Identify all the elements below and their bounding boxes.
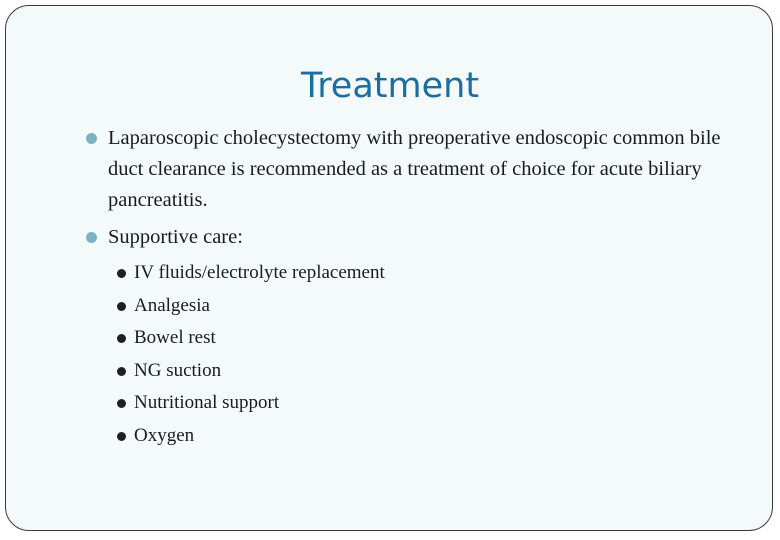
sub-bullet-text: IV fluids/electrolyte replacement: [134, 262, 385, 283]
sub-bullet-item: [86, 387, 726, 420]
bullet-dot-icon: [86, 133, 97, 144]
bullet-text: Supportive care:: [108, 226, 243, 248]
sub-bullet-list: [86, 257, 726, 452]
sub-bullet-dot-icon: [117, 399, 126, 408]
sub-bullet-item: [86, 322, 726, 355]
sub-bullet-text: Analgesia: [134, 294, 210, 316]
bullet-dot-icon: [86, 232, 97, 243]
sub-bullet-dot-icon: [117, 302, 126, 311]
sub-bullet-item: [86, 355, 726, 388]
sub-bullet-text: Bowel rest: [134, 327, 216, 348]
slide: [5, 5, 773, 531]
sub-bullet-dot-icon: [117, 269, 126, 278]
bullet-item: [86, 123, 726, 216]
bullet-text: Laparoscopic cholecystectomy with preoperative endoscopic common bile duct clearance is recommended as a treatment of choice for acute biliary pancreatitis.: [108, 127, 721, 211]
sub-bullet-text: Oxygen: [134, 424, 195, 446]
sub-bullet-item: [86, 257, 726, 290]
slide-title: Treatment: [300, 66, 480, 106]
bullet-item: [86, 222, 726, 253]
sub-bullet-text: Nutritional support: [134, 392, 280, 413]
sub-bullet-item: [86, 290, 726, 323]
sub-bullet-dot-icon: [117, 367, 126, 376]
slide-content: [86, 123, 726, 452]
sub-bullet-dot-icon: [117, 432, 126, 441]
sub-bullet-dot-icon: [117, 334, 126, 343]
sub-bullet-text: NG suction: [134, 359, 222, 381]
sub-bullet-item: [86, 420, 726, 453]
